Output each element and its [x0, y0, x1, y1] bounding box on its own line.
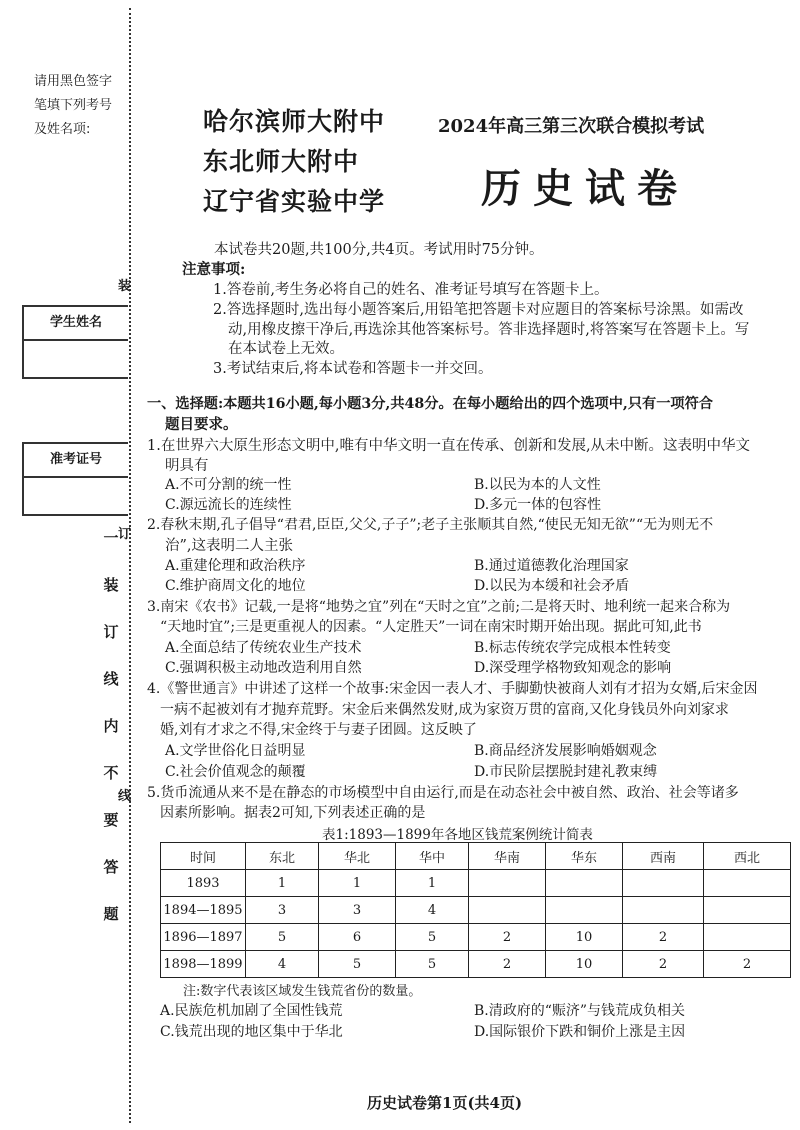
table-header-cell: 东北	[246, 843, 319, 870]
table-header-cell: 华北	[319, 843, 396, 870]
question-4-stem: 4.《警世通言》中讲述了这样一个故事:宋金因一表人才、手脚勤快被商人刘有才招为女婿,后宋金因	[147, 681, 758, 697]
q5-option-d[interactable]: D.国际银价下跌和铜价上涨是主因	[474, 1024, 686, 1040]
table-cell: 5	[396, 924, 469, 951]
table-header-row	[161, 843, 791, 870]
statistics-table	[160, 842, 791, 978]
table-cell	[704, 924, 791, 951]
question-4-stem: 婚,刘有才求之不得,宋金终于与妻子团圆。这反映了	[160, 722, 477, 738]
question-2-stem: 治”,这表明二人主张	[165, 538, 294, 554]
q3-option-b[interactable]: B.标志传统农学完成根本性转变	[474, 640, 671, 656]
school-name: 哈尔滨师大附中	[203, 107, 386, 136]
binding-warning: 一 装 订 线 内 不 要 答 题	[103, 529, 119, 923]
note-line: 1.答卷前,考生务必将自己的姓名、准考证号填写在答题卡上。	[213, 282, 609, 298]
question-4-stem: 一病不起被刘有才抛弃荒野。宋金后来偶然发财,成为家资万贯的富商,又化身钱员外向刘家求	[160, 702, 729, 718]
q2-option-a[interactable]: A.重建伦理和政治秩序	[165, 558, 306, 574]
table-cell: 1894—1895	[161, 897, 246, 924]
table-cell: 2	[623, 951, 704, 978]
note-line: 3.考试结束后,将本试卷和答题卡一并交回。	[213, 361, 493, 377]
page-footer: 历史试卷第1页(共4页)	[367, 1094, 523, 1112]
table-header-cell: 时间	[161, 843, 246, 870]
table-cell: 1893	[161, 870, 246, 897]
note-line: 动,用橡皮擦干净后,再选涂其他答案标号。答非选择题时,将答案写在答题卡上。写	[228, 322, 750, 338]
table-cell: 1898—1899	[161, 951, 246, 978]
table-cell: 1	[319, 870, 396, 897]
table-header-cell: 西北	[704, 843, 791, 870]
table-cell: 2	[469, 924, 546, 951]
table-note: 注:数字代表该区域发生钱荒省份的数量。	[183, 984, 422, 999]
binding-char-zhuang: 装	[118, 279, 132, 294]
table-cell: 1896—1897	[161, 924, 246, 951]
note-line: 在本试卷上无效。	[228, 341, 344, 357]
school-name: 辽宁省实验中学	[203, 187, 386, 216]
table-cell: 2	[704, 951, 791, 978]
exam-title: 2024年高三第三次联合模拟考试	[438, 116, 705, 137]
table-cell: 10	[546, 951, 623, 978]
table-header-cell: 华东	[546, 843, 623, 870]
section-heading: 一、选择题:本题共16小题,每小题3分,共48分。在每小题给出的四个选项中,只有一项符合	[147, 396, 713, 412]
student-name-label: 学生姓名	[24, 307, 128, 341]
question-5-stem: 5.货币流通从来不是在静态的市场模型中自由运行,而是在动态社会中被自然、政治、社会等诸多	[147, 785, 739, 801]
question-3-stem: 3.南宋《农书》记载,一是将“地势之宜”列在“天时之宜”之前;二是将天时、地利统一起来合称为	[147, 599, 731, 615]
table-cell: 4	[246, 951, 319, 978]
table-cell: 10	[546, 924, 623, 951]
paper-title: 历史试卷	[481, 165, 689, 212]
table-cell	[469, 897, 546, 924]
binding-char-ding: 订	[118, 527, 132, 542]
question-1-stem: 1.在世界六大原生形态文明中,唯有中华文明一直在传承、创新和发展,从未中断。这表明中华文	[147, 438, 751, 454]
table-cell: 5	[246, 924, 319, 951]
table-header-cell: 华中	[396, 843, 469, 870]
table-cell	[623, 897, 704, 924]
q3-option-a[interactable]: A.全面总结了传统农业生产技术	[165, 640, 362, 656]
q5-option-a[interactable]: A.民族危机加剧了全国性钱荒	[160, 1003, 343, 1019]
table-cell: 3	[319, 897, 396, 924]
table-cell: 2	[469, 951, 546, 978]
q2-option-b[interactable]: B.通过道德教化治理国家	[474, 558, 629, 574]
q1-option-b[interactable]: B.以民为本的人文性	[474, 477, 601, 493]
table-header-cell: 华南	[469, 843, 546, 870]
q4-option-c[interactable]: C.社会价值观念的颠覆	[165, 764, 306, 780]
exam-id-field[interactable]	[22, 442, 128, 516]
q2-option-d[interactable]: D.以民为本缓和社会矛盾	[474, 578, 630, 594]
table-cell: 5	[396, 951, 469, 978]
q1-option-c[interactable]: C.源远流长的连续性	[165, 497, 292, 513]
table-cell	[546, 870, 623, 897]
q5-option-c[interactable]: C.钱荒出现的地区集中于华北	[160, 1024, 343, 1040]
table-row	[161, 870, 791, 897]
q5-option-b[interactable]: B.清政府的“赈济”与钱荒成负相关	[474, 1003, 686, 1019]
table-cell: 3	[246, 897, 319, 924]
q4-option-b[interactable]: B.商品经济发展影响婚姻观念	[474, 743, 657, 759]
q2-option-c[interactable]: C.维护商周文化的地位	[165, 578, 306, 594]
table-row	[161, 897, 791, 924]
q1-option-d[interactable]: D.多元一体的包容性	[474, 497, 602, 513]
table-cell: 2	[623, 924, 704, 951]
table-cell: 4	[396, 897, 469, 924]
table-caption: 表1:1893—1899年各地区钱荒案例统计简表	[322, 827, 593, 843]
section-heading-cont: 题目要求。	[165, 416, 238, 433]
student-name-field[interactable]	[22, 305, 128, 379]
notes-heading: 注意事项:	[182, 261, 246, 278]
note-line: 2.答选择题时,选出每小题答案后,用铅笔把答题卡对应题目的答案标号涂黑。如需改	[213, 302, 744, 318]
table-cell	[704, 870, 791, 897]
table-header-cell: 西南	[623, 843, 704, 870]
binding-char-xian: 线	[118, 789, 132, 804]
q4-option-d[interactable]: D.市民阶层摆脱封建礼教束缚	[474, 764, 658, 780]
school-name: 东北师大附中	[203, 147, 360, 176]
table-cell: 5	[319, 951, 396, 978]
q3-option-c[interactable]: C.强调积极主动地改造利用自然	[165, 660, 362, 676]
side-instruction: 请用黑色签字 笔填下列考号 及姓名项:	[34, 74, 113, 137]
q3-option-d[interactable]: D.深受理学格物致知观念的影响	[474, 660, 672, 676]
question-3-stem: “天地时宜”;三是更重视人的因素。“人定胜天”一词在南宋时期开始出现。据此可知,此书	[160, 619, 702, 635]
table-cell	[623, 870, 704, 897]
table-cell	[469, 870, 546, 897]
question-1-stem: 明具有	[165, 458, 209, 474]
q4-option-a[interactable]: A.文学世俗化日益明显	[165, 743, 306, 759]
table-row	[161, 951, 791, 978]
binding-dotted-line	[129, 8, 131, 1123]
table-cell: 1	[396, 870, 469, 897]
question-2-stem: 2.春秋末期,孔子倡导“君君,臣臣,父父,子子”;老子主张顺其自然,“使民无知无欲”“无为则无不	[147, 517, 714, 533]
intro-text: 本试卷共20题,共100分,共4页。考试用时75分钟。	[214, 242, 544, 258]
table-cell	[546, 897, 623, 924]
table-cell: 1	[246, 870, 319, 897]
table-row	[161, 924, 791, 951]
question-5-stem: 因素所影响。据表2可知,下列表述正确的是	[160, 805, 426, 821]
table-cell	[704, 897, 791, 924]
exam-id-label: 准考证号	[24, 444, 128, 478]
q1-option-a[interactable]: A.不可分割的统一性	[165, 477, 292, 493]
table-cell: 6	[319, 924, 396, 951]
